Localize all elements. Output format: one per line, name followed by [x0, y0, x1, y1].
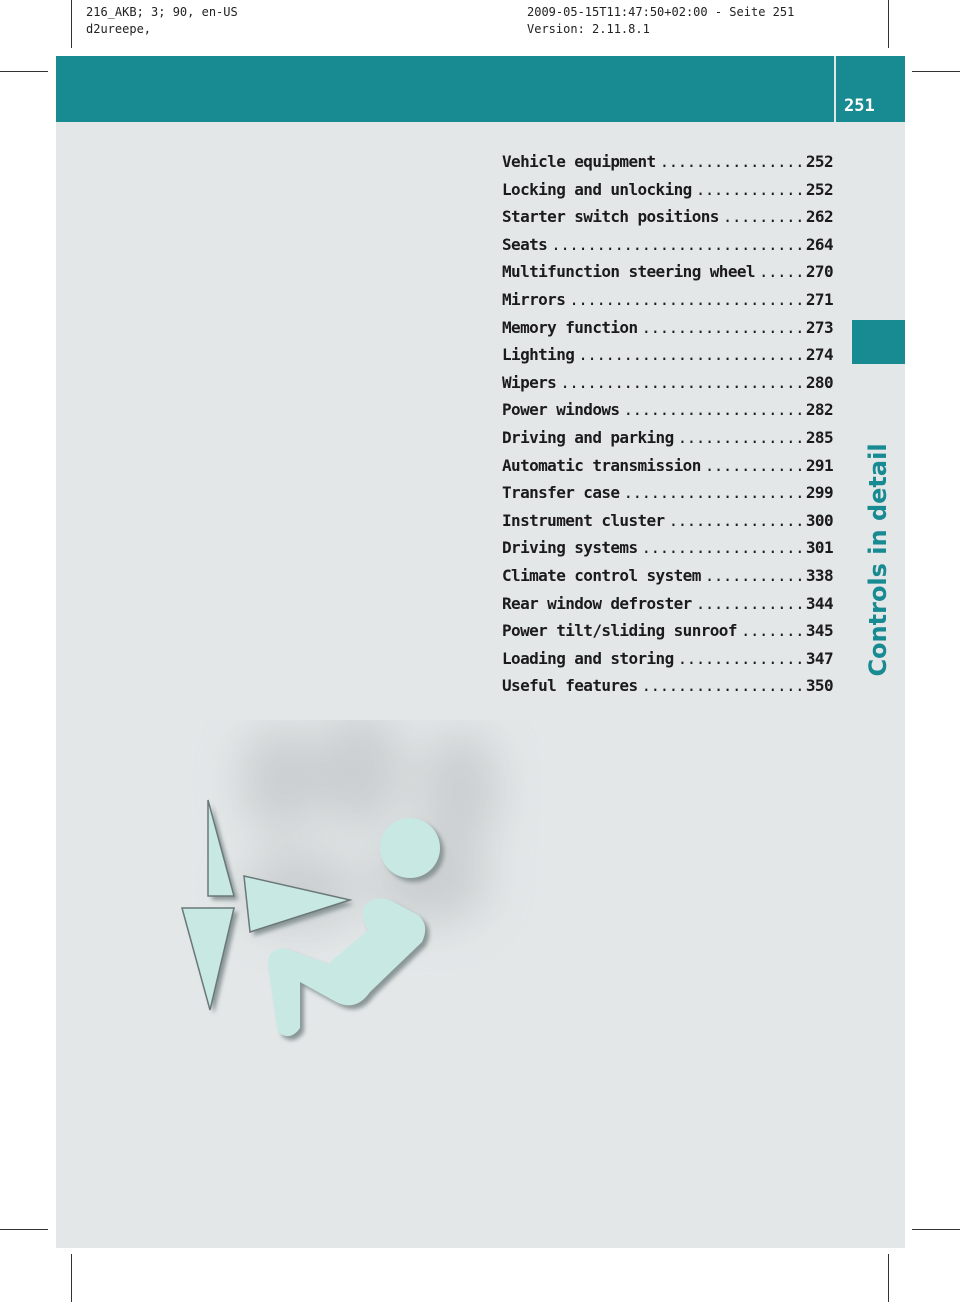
toc-entry-page: 347 — [805, 648, 833, 668]
print-meta-right-line2: Version: 2.11.8.1 — [527, 22, 650, 36]
toc-entry[interactable] — [502, 290, 833, 318]
toc-entry-page: 300 — [805, 510, 833, 530]
toc-leader-dots — [660, 152, 802, 171]
toc-leader-dots — [642, 318, 802, 337]
toc-entry-title: Starter switch positions — [502, 207, 719, 227]
toc-entry-page: 252 — [805, 179, 833, 199]
toc-entry-page: 282 — [805, 400, 833, 420]
toc-leader-dots — [759, 262, 802, 281]
toc-entry-title: Loading and storing — [502, 648, 674, 668]
toc-entry-page: 301 — [805, 538, 833, 558]
toc-entry[interactable] — [502, 180, 833, 208]
crop-mark — [912, 71, 960, 72]
crop-mark — [71, 0, 72, 48]
toc-entry-page: 285 — [805, 427, 833, 447]
print-meta-left — [86, 4, 238, 38]
toc-entry-title: Driving systems — [502, 538, 638, 558]
toc-entry-page: 264 — [805, 234, 833, 254]
toc-leader-dots — [642, 538, 802, 557]
toc-leader-dots — [560, 373, 802, 392]
toc-entry[interactable] — [502, 483, 833, 511]
toc-entry[interactable] — [502, 152, 833, 180]
toc-entry-title: Multifunction steering wheel — [502, 262, 755, 282]
toc-leader-dots — [696, 180, 802, 199]
toc-entry-title: Driving and parking — [502, 427, 674, 447]
toc-entry-title: Memory function — [502, 317, 638, 337]
toc-leader-dots — [551, 235, 802, 254]
toc-leader-dots — [623, 400, 801, 419]
toc-entry-page: 262 — [805, 207, 833, 227]
table-of-contents — [502, 152, 833, 704]
crop-mark — [0, 71, 48, 72]
toc-entry[interactable] — [502, 621, 833, 649]
toc-entry[interactable] — [502, 456, 833, 484]
print-meta-left-line1: 216_AKB; 3; 90, en-US — [86, 5, 238, 19]
toc-entry-page: 350 — [805, 676, 833, 696]
toc-entry-page: 280 — [805, 372, 833, 392]
toc-leader-dots — [569, 290, 802, 309]
toc-entry-title: Seats — [502, 234, 548, 254]
toc-leader-dots — [705, 566, 802, 585]
toc-leader-dots — [642, 676, 802, 695]
toc-entry[interactable] — [502, 318, 833, 346]
toc-entry-title: Vehicle equipment — [502, 152, 656, 171]
toc-leader-dots — [669, 511, 802, 530]
header-bar — [56, 56, 905, 122]
toc-entry-page: 291 — [805, 455, 833, 475]
toc-leader-dots — [578, 345, 802, 364]
toc-entry-page: 338 — [805, 565, 833, 585]
toc-entry-page: 252 — [805, 152, 833, 171]
toc-entry-title: Automatic transmission — [502, 455, 701, 475]
side-panel — [836, 122, 905, 1248]
header-divider — [834, 56, 836, 122]
toc-entry-page: 271 — [805, 289, 833, 309]
toc-entry[interactable] — [502, 400, 833, 428]
toc-entry[interactable] — [502, 262, 833, 290]
toc-entry[interactable] — [502, 538, 833, 566]
toc-entry[interactable] — [502, 594, 833, 622]
section-label: Controls in detail — [864, 443, 892, 677]
toc-entry-page: 345 — [805, 621, 833, 641]
print-meta-right-line1: 2009-05-15T11:47:50+02:00 - Seite 251 — [527, 5, 795, 19]
toc-entry-page: 344 — [805, 593, 833, 613]
toc-entry[interactable] — [502, 566, 833, 594]
crop-mark — [888, 0, 889, 48]
toc-entry[interactable] — [502, 235, 833, 263]
print-meta-right — [527, 4, 794, 38]
crop-mark — [888, 1254, 889, 1302]
toc-entry-title: Transfer case — [502, 483, 620, 503]
toc-entry-page: 270 — [805, 262, 833, 282]
toc-leader-dots — [696, 594, 802, 613]
toc-leader-dots — [678, 649, 802, 668]
toc-leader-dots — [705, 456, 802, 475]
toc-leader-dots — [741, 621, 802, 640]
toc-entry-page: 273 — [805, 317, 833, 337]
toc-entry-title: Wipers — [502, 372, 557, 392]
crop-mark — [0, 1229, 48, 1230]
toc-entry-page: 274 — [805, 345, 833, 365]
section-tab — [852, 320, 905, 364]
toc-entry[interactable] — [502, 428, 833, 456]
toc-entry-page: 299 — [805, 483, 833, 503]
toc-entry[interactable] — [502, 676, 833, 704]
toc-entry[interactable] — [502, 345, 833, 373]
toc-leader-dots — [678, 428, 802, 447]
toc-entry[interactable] — [502, 373, 833, 401]
page-number: 251 — [844, 96, 875, 116]
toc-entry-title: Useful features — [502, 676, 638, 696]
toc-leader-dots — [623, 483, 801, 502]
toc-entry-title: Power tilt/sliding sunroof — [502, 621, 737, 641]
print-meta-left-line2: d2ureepe, — [86, 22, 152, 36]
toc-entry[interactable] — [502, 207, 833, 235]
toc-leader-dots — [723, 207, 802, 226]
toc-entry-title: Lighting — [502, 345, 575, 365]
crop-mark — [71, 1254, 72, 1302]
toc-entry-title: Climate control system — [502, 565, 701, 585]
crop-mark — [912, 1229, 960, 1230]
toc-entry-title: Mirrors — [502, 289, 566, 309]
toc-entry-title: Locking and unlocking — [502, 179, 692, 199]
seated-person-airflow-icon — [160, 720, 540, 1060]
toc-entry-title: Rear window defroster — [502, 593, 692, 613]
toc-entry-title: Power windows — [502, 400, 620, 420]
toc-entry-title: Instrument cluster — [502, 510, 665, 530]
toc-entry[interactable] — [502, 511, 833, 539]
toc-entry[interactable] — [502, 649, 833, 677]
